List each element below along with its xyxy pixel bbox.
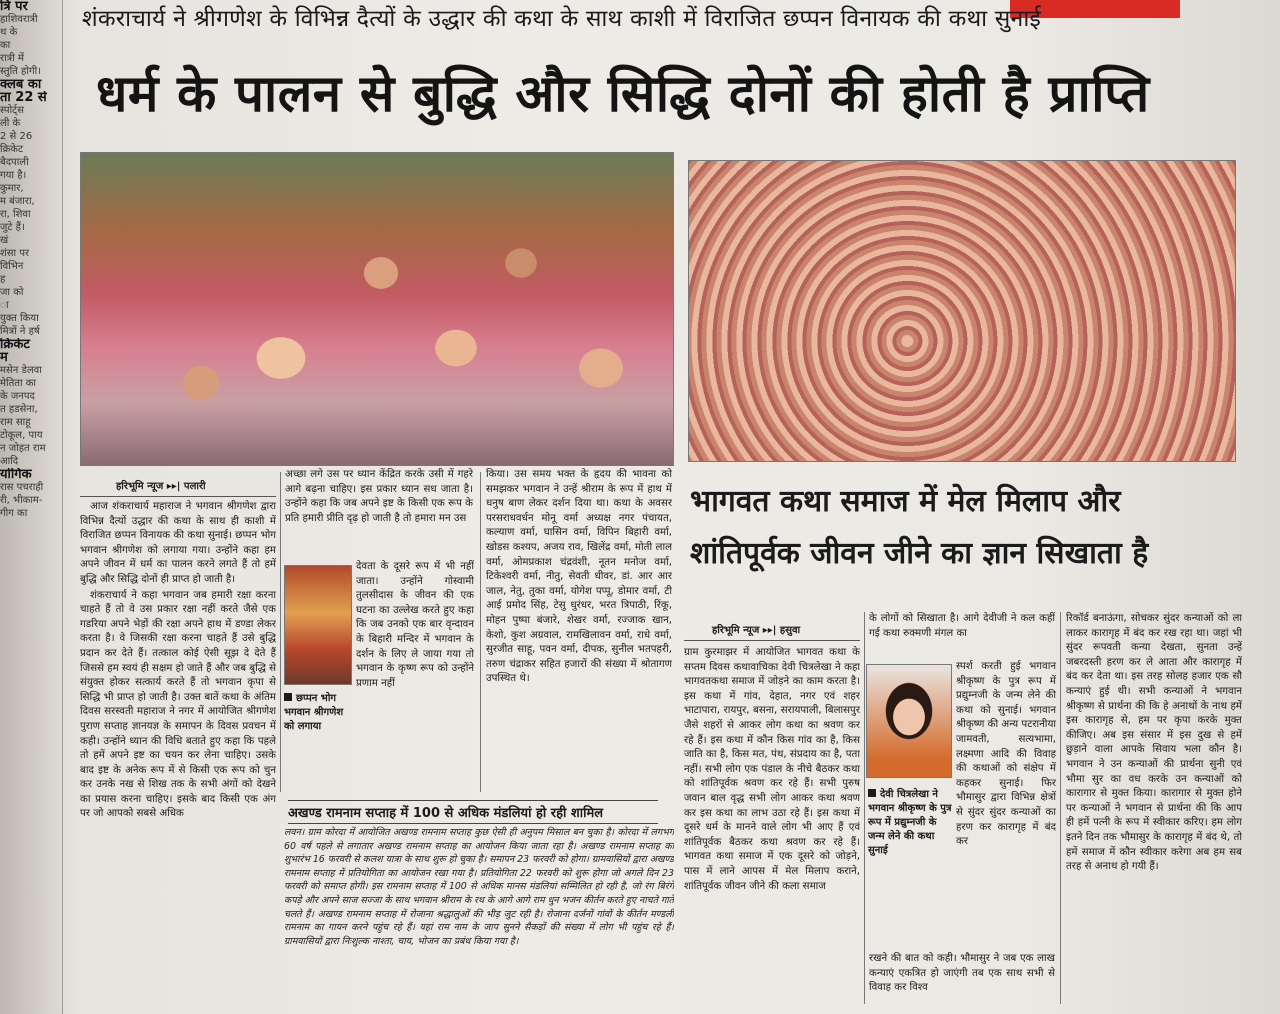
byline-rule <box>80 496 276 497</box>
adjacent-column-line: मसेन डेलवा <box>0 365 42 376</box>
column-divider <box>1060 612 1061 1004</box>
story2-column-2-top: के लोगों को सिखाता है। आगे देवीजी ने कल कहीं गई कथा रुक्मणी मंगल का <box>869 613 1055 639</box>
adjacent-column-line: जुटे हैं। <box>0 222 25 233</box>
devi-chitralekha-portrait <box>866 664 952 778</box>
column-divider <box>480 472 481 792</box>
adjacent-column-line: खं <box>0 235 9 246</box>
adjacent-column-line: हाशिवरात्री <box>0 14 38 25</box>
adjacent-column-line: रास पचराही <box>0 482 44 493</box>
adjacent-column-line: स्तुति होगी। <box>0 66 41 77</box>
story1-column-2-wrap: देवता के दूसरे रूप में भी नहीं जाता। उन्होंने गोस्वामी तुलसीदास के जीवन की एक घटना का उल्लेख करते हुए कहा कि जब उनको एक बार वृन्दावन के बिहारी मन्दिर में भगवान के दर्शन के लिए ले जाया गया तो भगवान के कृष्ण रूप को उन्होंने प्रणाम नहीं <box>356 561 474 689</box>
adjacent-column-line: ता 22 से <box>0 91 47 104</box>
story2-photo-caption: देवी चित्रलेखा ने भगवान श्रीकृष्ण के पुत्र रूप में प्रद्युम्नजी के जन्म लेने की कथा सुनाई <box>868 789 952 856</box>
adjacent-column-line: का <box>0 40 11 51</box>
adjacent-column-line: ह <box>0 274 6 285</box>
adjacent-column-line: न जोहत राम <box>0 443 46 454</box>
adjacent-column-line: क्रिकेट <box>0 338 30 351</box>
adjacent-column-line: विभिन <box>0 261 24 272</box>
caption-bullet-icon <box>868 789 876 797</box>
adjacent-column-line: म बंजारा, <box>0 196 35 207</box>
story2-headline-line2: शांतिपूर्वक जीवन जीने का ज्ञान सिखाता है <box>690 536 1149 571</box>
column-divider <box>280 472 281 792</box>
adjacent-column-line: गया है। <box>0 170 27 181</box>
adjacent-column-line: मेतिता का <box>0 378 37 389</box>
story2-column-2-wrap: स्पर्श करती हुई भगवान श्रीकृष्ण के पुत्र रूप में प्रद्युम्नजी के जन्म लेने की कथा को सुनाई। भगवान श्रीकृष्ण की अन्य पटरानीया जामवती, सत्यभामा, लक्ष्मणा आदि की विवाह की कथाओं को संक्षेप में कहकर सुनाई। फिर भौमासुर द्वारा विभिन्न क्षेत्रों से सुंदर सुंदर कन्याओं का हरण कर कारागृह में बंद कर <box>956 661 1056 848</box>
audience-raised-hands-photo <box>688 160 1236 462</box>
adjacent-column-line: क्लब का <box>0 78 42 91</box>
adjacent-column-line: टोकूल, पाय <box>0 430 43 441</box>
adjacent-column-line: स्पोर्ट्स <box>0 105 24 116</box>
adjacent-column-line: म <box>0 351 8 364</box>
adjacent-column-line: 2 से 26 <box>0 131 33 142</box>
adjacent-column-line: के जनपद <box>0 391 35 402</box>
adjacent-column-line: युक्त किया <box>0 313 39 324</box>
box-body: लवन। ग्राम कोरदा में आयोजित अखण्ड रामनाम सप्ताह कुछ ऐसी ही अनुपम मिसाल बन चुका है। कोरदा में लगभग 60 वर्ष पहले से लगातार अखण्ड रामनाम सप्ताह का आयोजन किया जाता रहा है। अखण्ड रामनाम सप्ताह का शुभारंभ 16 फरवरी से कलश यात्रा के साथ शुरू हो चुका है। समापन 23 फरवरी को होगा। ग्रामवासियों द्वारा अखण्ड रामनाम सप्ताह में प्रतियोगिता का आयोजन रखा गया है। प्रतियोगिता 22 फरवरी को शुरू होगा जो अगले दिन 23 फरवरी को समाप्त होगी। इस रामनाम सप्ताह में 100 से अधिक मानस मंडलियां सम्मिलित हो रही है, जो रंग बिरंगे कपड़े और अपने साज सज्जा के साथ भगवान श्रीराम के रथ के आगे आगे राम धुन भजन कीर्तन करते हुए नाचते गाते चलते हैं। अखण्ड रामनाम सप्ताह में रोजाना श्रद्धालुओं की भीड़ जुट रही है। रोजाना दर्जनों गांवों के कीर्तन मण्डली रामनाम का गायन करने पहुंच रहे हैं। यहां राम नाम के जाप सुनने सैकड़ों की संख्या में लोग भी पहुंच रहे हैं। ग्रामवासियों द्वारा निःशुल्क नाश्ता, चाय, भोजन का प्रबंध किया गया है। <box>284 827 674 947</box>
adjacent-column-line: बैदपाली <box>0 157 29 168</box>
story1-column-1: आज शंकराचार्य महाराज ने भगवान श्रीगणेश द्वारा विभिन्न दैत्यों उद्धार की कथा के साथ ही काशी में विराजित छप्पन विनायक की कथा सुनाई। छप्पन भोग भगवान श्रीगणेश को लगाया गया। उन्होंने कहा हम अपने जीवन में धर्म का पालन करने लगते हैं तो हमें बुद्धि और सिद्धि दोनों ही प्राप्त हो जाती है। शंकराचार्य ने कहा भगवान जब हमारी रक्षा करना चाहते हैं तो वे उस प्रकार रक्षा नहीं करते जैसे एक गडरिया अपने भेड़ों की रक्षा अपने हाथ में डण्डा लेकर करता है। वे जिसकी रक्षा करना चाहते हैं उसे बुद्धि प्रदान कर देते हैं। तत्काल कोई ऐसी सूझ दे देते हैं जिससे हम स्वयं ही सक्षम हो जाते हैं और जब बुद्धि से संयुक्त होकर सत्कार्य करते हैं तो भगवान कृपा से सिद्धि भी प्राप्त हो जाती है। उक्त बातें कथा के अंतिम दिवस सरस्वती महाराज ने नगर में आयोजित श्रीगणेश पुराण सप्ताह ज्ञानयज्ञ के समापन के दिवस प्रवचन में कही। उन्होंने ध्यान की विधि बताते हुए कहा कि पहले तो हमें अपने इष्ट का चयन कर लेना चाहिए। उसके बाद इष्ट के अनेक रूप में से किसी एक रूप को चुन कर उनके नख से शिख तक के सभी अंगों को देखने का प्रयास करना चाहिए। इसके बाद किसी एक अंग पर जो आपको सबसे अधिक <box>80 501 276 820</box>
adjacent-column-line: योगिक <box>0 468 32 481</box>
box-heading: अखण्ड रामनाम सप्ताह में 100 से अधिक मंडलियां हो रही शामिल <box>288 800 658 824</box>
adjacent-column-line: शंसा पर <box>0 248 30 259</box>
byline-rule <box>684 640 860 641</box>
adjacent-column-line: रात्री में <box>0 53 24 64</box>
ganesh-offering-photo <box>284 565 352 685</box>
story2-column-3: रिकॉर्ड बनाऊंगा, सोचकर सुंदर कन्याओं को ला लाकर कारागृह में बंद कर रख रहा था। जहां भी सुंदर रूपवती कन्या देखता, सुनता उन्हें जबरदस्ती हरण कर ले आता और कारागृह में बंद कर देता था। इस तरह सोलह हजार एक सौ कन्याएं हुई थी। सभी कन्याओं ने भगवान श्रीकृष्ण से प्रार्थना की कि हे अनाथों के नाथ हमें इस कारागृह से, हम पर कृपा करके मुक्त कीजिए। अब इस संसार में इस दुख से हमें छुड़ाने वाला आपके सिवाय भला कौन है। भगवान ने उन कन्याओं की प्रार्थना सुनी एवं भौमा सुर का वध करके उन कन्याओं को कारागार से मुक्त किया। कारागार से मुक्त होने पर कन्याओं ने भगवान से प्रार्थना की कि आप ही हमें पत्नी के रूप में स्वीकार करिए। हम लोग इतने दिन तक भौमासुर के कारागृह में बंद थे, तो हमें समाज में कौन स्वीकार करेगा अब हम सब तरह से अनाथ हो गयी हैं। <box>1066 613 1242 873</box>
caption-bullet-icon <box>284 693 292 701</box>
adjacent-column-line: री, भीकाम- <box>0 495 43 506</box>
adjacent-column-line: त्रि पर <box>0 0 28 13</box>
story1-column-3: किया। उस समय भक्त के हृदय की भावना को समझकर भगवान ने उन्हें श्रीराम के रूप में हाथ में धनुष बाण लेकर दर्शन दिया था। कथा के अवसर परसराधवर्धन मोनू वर्मा अध्यक्ष नगर पंचायत, कल्याण वर्मा, घासिन वर्मा, विपिन बिहारी वर्मा, खोडस कश्यप, अजय राव, खिलेंद्र वर्मा, मोती लाल वर्मा, ओमप्रकाश चंद्रवंशी, नूतन मनोज वर्मा, टिकेश्वरी वर्मा, नीतु, सेवती धीवर, डां. आर आर जाल, नेतु, तुका वर्मा, योगेश पप्पू, डोमार वर्मा, टी आई प्रमोद सिंह, टेसु धुरंधर, भरत त्रिपाठी, रिंकू, मोहन पुष्पा बंजारे, शेखर वर्मा, रज्जाक खान, केशो, कुश अग्रवाल, रामखिलावन वर्मा, राधे वर्मा, सुरजीत साहू, पवन वर्मा, दीपक, सुनील भतपहरी, तरुण चंद्राकर सहित हजारों की संख्या में श्रोतागण उपस्थित थे। <box>486 469 672 685</box>
story1-photo-caption: छप्पन भोग भगवान श्रीगणेश को लगाया <box>284 693 344 732</box>
story2-byline: हरिभूमि न्यूज ▸▸| हसुवा <box>712 625 801 636</box>
kicker-line: शंकराचार्य ने श्रीगणेश के विभिन्न दैत्यों के उद्धार की कथा के साथ काशी में विराजित छप्पन विनायक की कथा सुनाई <box>82 6 1041 32</box>
adjacent-column-line: मित्रों ने हर्ष <box>0 326 40 337</box>
main-headline: धर्म के पालन से बुद्धि और सिद्धि दोनों की होती है प्राप्ति <box>96 65 1150 124</box>
adjacent-column-line: क्रिकेट <box>0 144 23 155</box>
adjacent-column-strip <box>0 0 63 1014</box>
adjacent-column-line: कुमार, <box>0 183 24 194</box>
adjacent-column-line: आदि <box>0 456 19 467</box>
audience-women-photo <box>80 152 674 466</box>
adjacent-column-line: गीग का <box>0 508 28 519</box>
story1-column-2-top: अच्छा लगे उस पर ध्यान केंद्रित करके उसी में गहरे आगे बढ़ना चाहिए। इस प्रकार ध्यान सध जाता है। उन्होंने कहा कि जब अपने इष्ट के किसी एक रूप के प्रति हमारी प्रीति दृढ़ हो जाती है तो हमारा मन उस <box>285 469 473 524</box>
adjacent-column-line: थ के <box>0 27 18 38</box>
adjacent-column-line: रा, शिवा <box>0 209 31 220</box>
story2-headline-line1: भागवत कथा समाज में मेल मिलाप और <box>690 484 1121 519</box>
adjacent-column-line: राम साहू <box>0 417 31 428</box>
story2-column-2-bottom: रखने की बात को कही। भौमासुर ने जब एक लाख कन्याएं एकत्रित हो जाएंगी तब एक साथ सभी से विवाह कर विश्व <box>869 953 1055 994</box>
adjacent-column-line: ा <box>0 300 9 311</box>
column-divider <box>864 612 865 1004</box>
adjacent-column-line: ली के <box>0 118 21 129</box>
story2-headline <box>690 476 1250 580</box>
adjacent-column-line: जा को <box>0 287 24 298</box>
adjacent-column-line: त हडसेना, <box>0 404 38 415</box>
story2-column-1: ग्राम कुरमाझर में आयोजित भागवत कथा के सप्तम दिवस कथावाचिका देवी चित्रलेखा ने कहा भागवतकथा समाज में जोड़ने का काम करता है। इस कथा में गांव, देहात, नगर एवं शहर भाटापारा, रायपुर, बसना, सरायपाली, बिलासपुर जैसे शहरों से आकर लोग कथा का श्रवण कर रहे हैं। इस कथा में कौन किस गांव का है, किस जाति का है, किस मत, पंथ, संप्रदाय का है, पता नहीं। सभी लोग एक पंडाल के नीचे बैठकर कथा को शांतिपूर्वक श्रवण कर रहे हैं। सभी पुरुष जवान बाल वृद्ध सभी लोग आकर कथा श्रवण कर इस कथा का लाभ उठा रहे हैं। इस कथा में दूसरे धर्म के मानने वाले लोग भी आए हैं एवं शांतिपूर्वक बैठकर कथा श्रवण कर रहे हैं। भागवत कथा समाज में एक दूसरे को जोड़ने, पास में लाने आपस में मेल मिलाप कराने, शांतिपूर्वक जीवन जीने की कला समाज <box>684 647 860 892</box>
story1-byline: हरिभूमि न्यूज ▸▸| पलारी <box>116 481 206 492</box>
